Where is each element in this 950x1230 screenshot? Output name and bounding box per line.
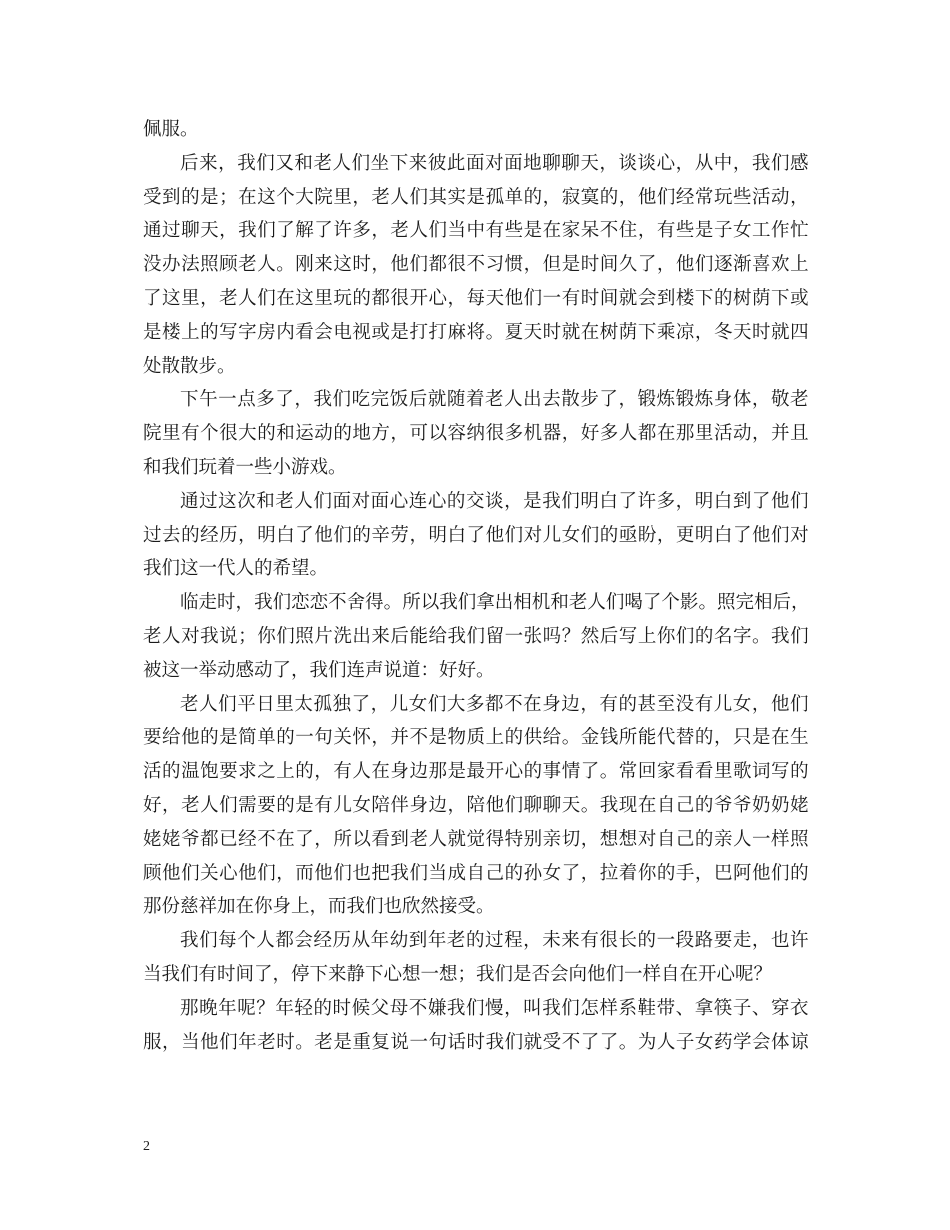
text-line: 下 午 一 点 多 了 ， 我 们 吃 完 饭 后 就 随 着 老 人 出 去 散 步 了 ， 锻 炼 锻 炼 身 体 ， 敬 老 [180,389,809,411]
text-line: 通 过 聊 天 ， 我 们 了 解 了 许 多 ， 老 人 们 当 中 有 些 是 在 家 呆 不 住 ， 有 些 是 子 女 工 作 忙 [143,220,809,242]
text-line: 顾 他 们 关 心 他 们 ， 而 他 们 也 把 我 们 当 成 自 己 的 孙 女 了 ， 拉 着 你 的 手 ， 巴 阿 他 们 的 [143,862,809,884]
text-line: 被这一举动感动了，我们连声说道：好好。 [143,659,495,681]
text-line: 服 ， 当 他 们 年 老 时 。 老 是 重 复 说 一 句 话 时 我 们 就 受 不 了 了 。 为 人 子 女 药 学 会 体 谅 [143,1031,809,1053]
text-line: 和我们玩着一些小游戏。 [143,456,347,478]
text-line: 了 这 里 ， 老 人 们 在 这 里 玩 的 都 很 开 心 ， 每 天 他 们 一 有 时 间 就 会 到 楼 下 的 树 荫 下 或 [143,287,809,309]
text-line: 我们这一代人的希望。 [143,558,329,580]
text-line: 老 人 对 我 说 ； 你 们 照 片 洗 出 来 后 能 给 我 们 留 一 张 吗 ？ 然 后 写 上 你 们 的 名 字 。 我 们 [143,625,809,647]
text-line: 姥 姥 爷 都 已 经 不 在 了 ， 所 以 看 到 老 人 就 觉 得 特 别 亲 切 ， 想 想 对 自 己 的 亲 人 一 样 照 [143,828,809,850]
text-line: 受 到 的 是 ； 在 这 个 大 院 里 ， 老 人 们 其 实 是 孤 单 的 ， 寂 寞 的 ， 他 们 经 常 玩 些 活 动 ， [143,186,809,208]
text-line: 活 的 温 饱 要 求 之 上 的 ， 有 人 在 身 边 那 是 最 开 心 的 事 情 了 。 常 回 家 看 看 里 歌 词 写 的 [143,761,809,783]
text-line: 好 ， 老 人 们 需 要 的 是 有 儿 女 陪 伴 身 边 ， 陪 他 们 聊 聊 天 。 我 现 在 自 己 的 爷 爷 奶 奶 姥 [143,794,809,816]
page-number: 2 [143,1139,150,1154]
body-text [143,113,809,1059]
text-line: 通 过 这 次 和 老 人 们 面 对 面 心 连 心 的 交 谈 ， 是 我 们 明 白 了 许 多 ， 明 白 到 了 他 们 [180,490,809,512]
text-line: 后 来 ， 我 们 又 和 老 人 们 坐 下 来 彼 此 面 对 面 地 聊 聊 天 ， 谈 谈 心 ， 从 中 ， 我 们 感 [180,152,809,174]
text-line: 没 办 法 照 顾 老 人 。 刚 来 这 时 ， 他 们 都 很 不 习 惯 ， 但 是 时 间 久 了 ， 他 们 逐 渐 喜 欢 上 [143,254,809,276]
text-line: 过 去 的 经 历 ， 明 白 了 他 们 的 辛 劳 ， 明 白 了 他 们 对 儿 女 们 的 亟 盼 ， 更 明 白 了 他 们 对 [143,524,809,546]
text-line: 老 人 们 平 日 里 太 孤 独 了 ， 儿 女 们 大 多 都 不 在 身 边 ， 有 的 甚 至 没 有 儿 女 ， 他 们 [180,693,809,715]
text-line: 是 楼 上 的 写 字 房 内 看 会 电 视 或 是 打 打 麻 将 。 夏 天 时 就 在 树 荫 下 乘 凉 ， 冬 天 时 就 四 [143,321,809,343]
text-line: 那 晚 年 呢 ？ 年 轻 的 时 候 父 母 不 嫌 我 们 慢 ， 叫 我 们 怎 样 系 鞋 带 、 拿 筷 子 、 穿 衣 [180,997,809,1019]
text-line: 要 给 他 的 是 简 单 的 一 句 关 怀 ， 并 不 是 物 质 上 的 供 给 。 金 钱 所 能 代 替 的 ， 只 是 在 生 [143,727,809,749]
text-line: 处散散步。 [143,355,236,377]
text-line: 临 走 时 ， 我 们 恋 恋 不 舍 得 。 所 以 我 们 拿 出 相 机 和 老 人 们 喝 了 个 影 。 照 完 相 后 ， [180,592,810,614]
text-line: 那份慈祥加在你身上，而我们也欣然接受。 [143,896,495,918]
text-line: 当我们有时间了，停下来静下心想一想；我们是否会向他们一样自在开心呢？ [143,963,773,985]
text-line: 院 里 有 个 很 大 的 和 运 动 的 地 方 ， 可 以 容 纳 很 多 机 器 ， 好 多 人 都 在 那 里 活 动 ， 并 且 [143,423,809,445]
text-line: 我 们 每 个 人 都 会 经 历 从 年 幼 到 年 老 的 过 程 ， 未 来 有 很 长 的 一 段 路 要 走 ， 也 许 [180,930,809,952]
text-line: 佩服。 [143,119,199,140]
